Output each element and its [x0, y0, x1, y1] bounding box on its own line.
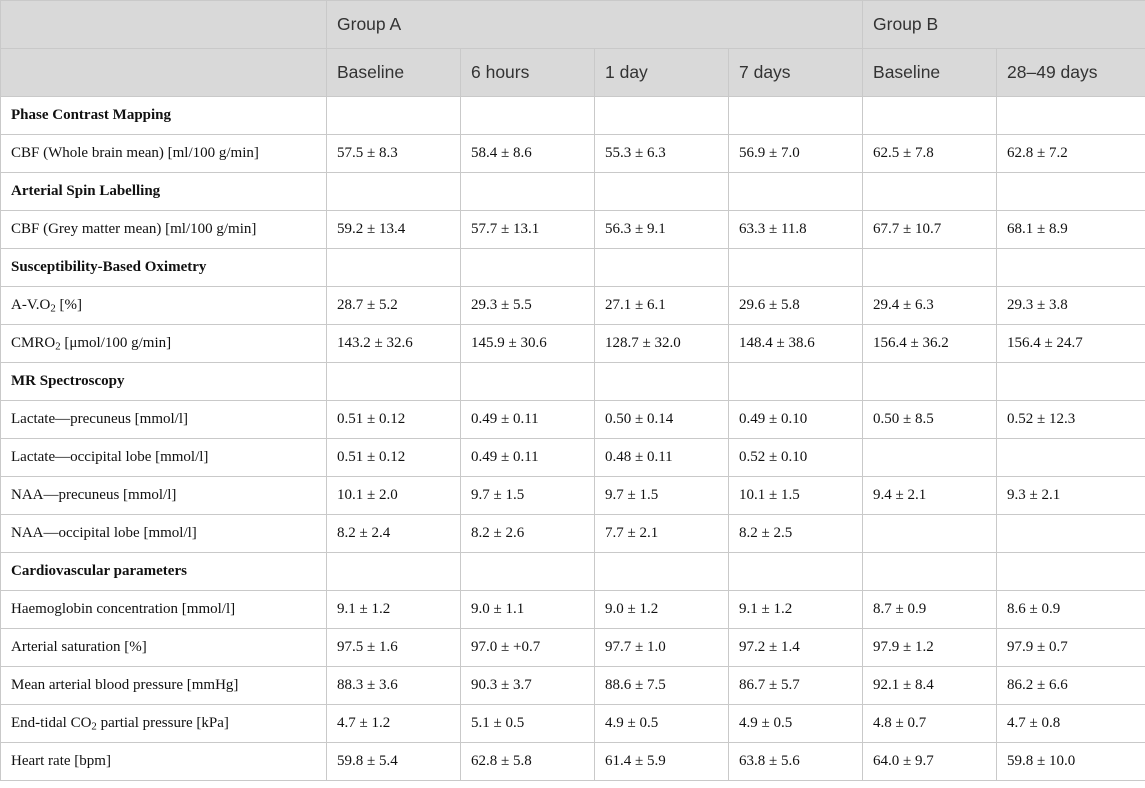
value-cell: 9.7 ± 1.5	[461, 477, 595, 515]
value-cell: 59.2 ± 13.4	[327, 211, 461, 249]
table-row	[1, 439, 1145, 477]
empty-cell	[327, 363, 461, 401]
empty-cell	[595, 97, 729, 135]
table-header	[1, 1, 1145, 97]
value-cell: 62.8 ± 5.8	[461, 743, 595, 781]
value-cell: 0.52 ± 12.3	[997, 401, 1145, 439]
value-cell: 4.8 ± 0.7	[863, 705, 997, 743]
empty-cell	[997, 363, 1145, 401]
table-row	[1, 325, 1145, 363]
value-cell: 68.1 ± 8.9	[997, 211, 1145, 249]
row-label-text: [μmol/100 g/min]	[60, 335, 172, 351]
value-cell: 29.3 ± 5.5	[461, 287, 595, 325]
group-a-header: Group A	[327, 1, 863, 49]
section-label: Cardiovascular parameters	[1, 553, 327, 591]
value-cell: 5.1 ± 0.5	[461, 705, 595, 743]
corner-cell	[1, 49, 327, 97]
row-label: CBF (Grey matter mean) [ml/100 g/min]	[1, 211, 327, 249]
value-cell	[997, 439, 1145, 477]
value-cell: 63.8 ± 5.6	[729, 743, 863, 781]
value-cell: 0.51 ± 0.12	[327, 401, 461, 439]
timepoint-header: 28–49 days	[997, 49, 1145, 97]
value-cell: 63.3 ± 11.8	[729, 211, 863, 249]
table-row	[1, 743, 1145, 781]
timepoint-header: 1 day	[595, 49, 729, 97]
value-cell: 90.3 ± 3.7	[461, 667, 595, 705]
value-cell: 97.7 ± 1.0	[595, 629, 729, 667]
value-cell	[997, 515, 1145, 553]
value-cell: 9.1 ± 1.2	[729, 591, 863, 629]
value-cell: 9.3 ± 2.1	[997, 477, 1145, 515]
empty-cell	[997, 249, 1145, 287]
row-label: Heart rate [bpm]	[1, 743, 327, 781]
value-cell: 8.2 ± 2.4	[327, 515, 461, 553]
empty-cell	[327, 173, 461, 211]
value-cell: 8.2 ± 2.5	[729, 515, 863, 553]
table-body	[1, 97, 1145, 781]
group-header-row	[1, 1, 1145, 49]
value-cell: 59.8 ± 10.0	[997, 743, 1145, 781]
value-cell: 97.5 ± 1.6	[327, 629, 461, 667]
empty-cell	[863, 363, 997, 401]
value-cell: 62.5 ± 7.8	[863, 135, 997, 173]
row-label-subscript: 2	[55, 340, 61, 353]
value-cell: 0.48 ± 0.11	[595, 439, 729, 477]
value-cell: 9.0 ± 1.1	[461, 591, 595, 629]
row-label-text: A-V.O	[11, 297, 51, 313]
value-cell: 0.50 ± 8.5	[863, 401, 997, 439]
table-row	[1, 591, 1145, 629]
section-row	[1, 363, 1145, 401]
value-cell: 4.9 ± 0.5	[595, 705, 729, 743]
row-label: Haemoglobin concentration [mmol/l]	[1, 591, 327, 629]
value-cell: 86.2 ± 6.6	[997, 667, 1145, 705]
row-label-text: partial pressure [kPa]	[96, 715, 229, 731]
row-label	[1, 325, 327, 363]
section-label: MR Spectroscopy	[1, 363, 327, 401]
section-row	[1, 553, 1145, 591]
value-cell: 0.50 ± 0.14	[595, 401, 729, 439]
empty-cell	[461, 173, 595, 211]
value-cell: 58.4 ± 8.6	[461, 135, 595, 173]
empty-cell	[863, 249, 997, 287]
value-cell: 29.4 ± 6.3	[863, 287, 997, 325]
row-label	[1, 287, 327, 325]
value-cell: 143.2 ± 32.6	[327, 325, 461, 363]
corner-cell	[1, 1, 327, 49]
value-cell: 57.7 ± 13.1	[461, 211, 595, 249]
value-cell: 4.9 ± 0.5	[729, 705, 863, 743]
timepoint-header: 7 days	[729, 49, 863, 97]
empty-cell	[997, 97, 1145, 135]
row-label: Arterial saturation [%]	[1, 629, 327, 667]
value-cell: 88.6 ± 7.5	[595, 667, 729, 705]
table-row	[1, 211, 1145, 249]
row-label-subscript: 2	[91, 720, 97, 733]
empty-cell	[327, 249, 461, 287]
row-label-text: CMRO	[11, 335, 56, 351]
value-cell: 0.52 ± 0.10	[729, 439, 863, 477]
value-cell: 57.5 ± 8.3	[327, 135, 461, 173]
section-label: Susceptibility-Based Oximetry	[1, 249, 327, 287]
empty-cell	[863, 553, 997, 591]
empty-cell	[327, 97, 461, 135]
value-cell: 145.9 ± 30.6	[461, 325, 595, 363]
value-cell: 28.7 ± 5.2	[327, 287, 461, 325]
value-cell: 97.9 ± 0.7	[997, 629, 1145, 667]
empty-cell	[729, 363, 863, 401]
value-cell: 128.7 ± 32.0	[595, 325, 729, 363]
value-cell: 0.49 ± 0.11	[461, 439, 595, 477]
empty-cell	[595, 363, 729, 401]
value-cell: 56.3 ± 9.1	[595, 211, 729, 249]
value-cell: 62.8 ± 7.2	[997, 135, 1145, 173]
value-cell: 10.1 ± 2.0	[327, 477, 461, 515]
row-label	[1, 705, 327, 743]
value-cell: 97.0 ± +0.7	[461, 629, 595, 667]
timepoint-header: Baseline	[327, 49, 461, 97]
empty-cell	[729, 249, 863, 287]
value-cell: 88.3 ± 3.6	[327, 667, 461, 705]
empty-cell	[461, 553, 595, 591]
group-b-header: Group B	[863, 1, 1145, 49]
value-cell: 92.1 ± 8.4	[863, 667, 997, 705]
empty-cell	[595, 553, 729, 591]
section-row	[1, 173, 1145, 211]
row-label: Lactate—occipital lobe [mmol/l]	[1, 439, 327, 477]
row-label-text: End-tidal CO	[11, 715, 92, 731]
value-cell: 97.9 ± 1.2	[863, 629, 997, 667]
row-label-text: [%]	[55, 297, 82, 313]
value-cell	[863, 439, 997, 477]
row-label: CBF (Whole brain mean) [ml/100 g/min]	[1, 135, 327, 173]
row-label-subscript: 2	[50, 302, 56, 315]
value-cell	[863, 515, 997, 553]
table-row	[1, 401, 1145, 439]
table-row	[1, 629, 1145, 667]
empty-cell	[997, 173, 1145, 211]
value-cell: 9.4 ± 2.1	[863, 477, 997, 515]
timepoint-header: 6 hours	[461, 49, 595, 97]
value-cell: 59.8 ± 5.4	[327, 743, 461, 781]
row-label: NAA—precuneus [mmol/l]	[1, 477, 327, 515]
section-label: Phase Contrast Mapping	[1, 97, 327, 135]
value-cell: 61.4 ± 5.9	[595, 743, 729, 781]
value-cell: 4.7 ± 0.8	[997, 705, 1145, 743]
row-label: Mean arterial blood pressure [mmHg]	[1, 667, 327, 705]
value-cell: 8.7 ± 0.9	[863, 591, 997, 629]
value-cell: 64.0 ± 9.7	[863, 743, 997, 781]
empty-cell	[729, 553, 863, 591]
value-cell: 27.1 ± 6.1	[595, 287, 729, 325]
value-cell: 55.3 ± 6.3	[595, 135, 729, 173]
value-cell: 86.7 ± 5.7	[729, 667, 863, 705]
value-cell: 10.1 ± 1.5	[729, 477, 863, 515]
empty-cell	[729, 97, 863, 135]
value-cell: 9.1 ± 1.2	[327, 591, 461, 629]
value-cell: 0.51 ± 0.12	[327, 439, 461, 477]
value-cell: 9.7 ± 1.5	[595, 477, 729, 515]
empty-cell	[461, 363, 595, 401]
table-row	[1, 705, 1145, 743]
timepoint-header: Baseline	[863, 49, 997, 97]
value-cell: 9.0 ± 1.2	[595, 591, 729, 629]
empty-cell	[327, 553, 461, 591]
empty-cell	[461, 249, 595, 287]
value-cell: 148.4 ± 38.6	[729, 325, 863, 363]
value-cell: 29.6 ± 5.8	[729, 287, 863, 325]
table-row	[1, 287, 1145, 325]
value-cell: 156.4 ± 36.2	[863, 325, 997, 363]
table-row	[1, 515, 1145, 553]
value-cell: 0.49 ± 0.11	[461, 401, 595, 439]
value-cell: 7.7 ± 2.1	[595, 515, 729, 553]
section-row	[1, 249, 1145, 287]
table-row	[1, 667, 1145, 705]
empty-cell	[863, 97, 997, 135]
value-cell: 67.7 ± 10.7	[863, 211, 997, 249]
value-cell: 56.9 ± 7.0	[729, 135, 863, 173]
value-cell: 156.4 ± 24.7	[997, 325, 1145, 363]
row-label: NAA—occipital lobe [mmol/l]	[1, 515, 327, 553]
empty-cell	[863, 173, 997, 211]
table-row	[1, 477, 1145, 515]
empty-cell	[595, 249, 729, 287]
section-label: Arterial Spin Labelling	[1, 173, 327, 211]
section-row	[1, 97, 1145, 135]
value-cell: 8.6 ± 0.9	[997, 591, 1145, 629]
empty-cell	[997, 553, 1145, 591]
empty-cell	[595, 173, 729, 211]
value-cell: 4.7 ± 1.2	[327, 705, 461, 743]
row-label: Lactate—precuneus [mmol/l]	[1, 401, 327, 439]
value-cell: 0.49 ± 0.10	[729, 401, 863, 439]
timepoint-header-row	[1, 49, 1145, 97]
value-cell: 97.2 ± 1.4	[729, 629, 863, 667]
empty-cell	[729, 173, 863, 211]
value-cell: 29.3 ± 3.8	[997, 287, 1145, 325]
empty-cell	[461, 97, 595, 135]
table-row	[1, 135, 1145, 173]
value-cell: 8.2 ± 2.6	[461, 515, 595, 553]
